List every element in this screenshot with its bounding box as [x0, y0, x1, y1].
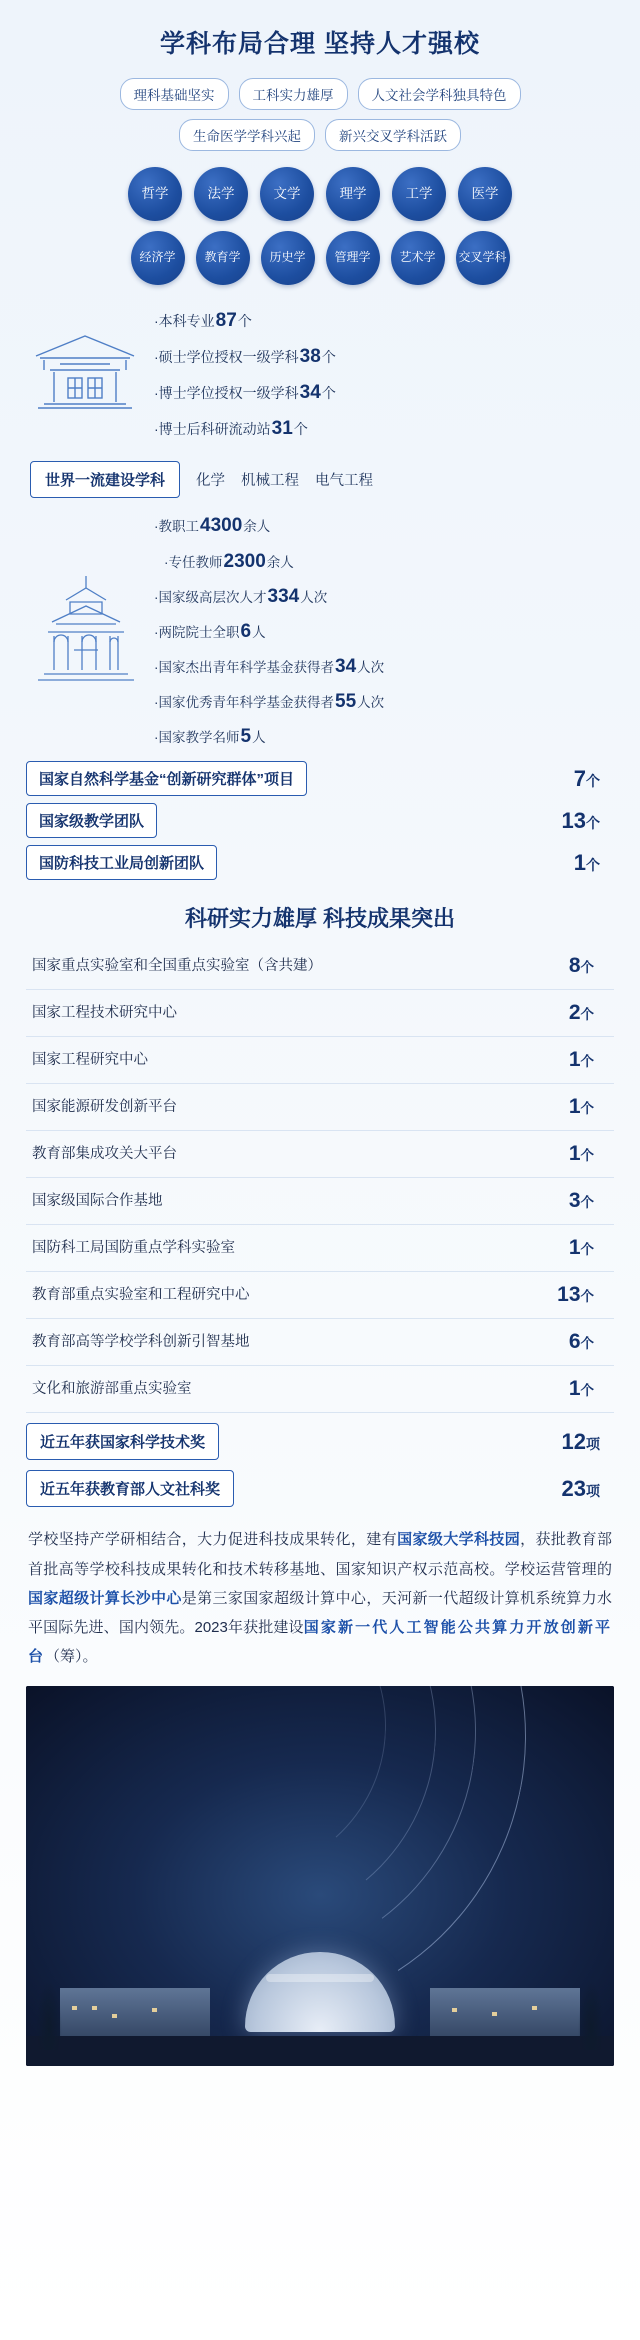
platform-row — [26, 1037, 614, 1084]
award-label: 近五年获教育部人文社科奖 — [26, 1470, 234, 1507]
degree-stats-list — [154, 303, 336, 447]
stat-value: 87 — [215, 310, 237, 331]
platform-row — [26, 1272, 614, 1319]
stat-label: ·教职工 — [154, 519, 199, 535]
stat-label: ·硕士学位授权一级学科 — [154, 349, 299, 366]
stat-unit: 个 — [321, 349, 336, 366]
discipline-row-2 — [26, 231, 614, 285]
discipline-circle: 工学 — [392, 167, 446, 221]
stat-unit: 个 — [293, 421, 308, 438]
value-unit: 个 — [586, 772, 600, 789]
team-banner-row — [26, 803, 614, 838]
value-number: 7 — [573, 765, 586, 791]
platform-value — [569, 954, 610, 978]
stat-label: ·国家级高层次人才 — [154, 589, 267, 605]
platform-value — [569, 1048, 610, 1072]
para-text: 是第三家国家超级计算中心，天河新一代超级计算机系统算力水平国际先进、国内领先。2023年获批建设 — [28, 1589, 612, 1637]
platform-row — [26, 1319, 614, 1366]
teacher-stat-row — [154, 719, 384, 754]
platform-value — [569, 1095, 610, 1119]
team-banner-label: 国防科技工业局创新团队 — [26, 845, 217, 880]
discipline-circle: 理学 — [326, 167, 380, 221]
stat-unit: 余人 — [266, 554, 294, 570]
value-unit: 个 — [580, 1242, 594, 1258]
stat-label: ·本科专业 — [154, 313, 215, 329]
world-class-item: 化学 — [196, 473, 226, 490]
value-number: 2 — [568, 1001, 581, 1025]
discipline-circles — [26, 167, 614, 285]
stat-value: 55 — [335, 691, 357, 713]
value-unit: 项 — [586, 1482, 600, 1499]
value-number: 13 — [561, 807, 586, 833]
award-value — [562, 1476, 614, 1502]
stat-value: 4300 — [200, 515, 243, 537]
value-number: 3 — [568, 1189, 581, 1213]
para-highlight: 国家级大学科技园 — [397, 1531, 521, 1549]
value-number: 23 — [561, 1475, 586, 1501]
gate-building-icon — [30, 330, 140, 421]
teacher-stat-row — [154, 649, 384, 684]
value-unit: 个 — [580, 1007, 594, 1023]
discipline-circle: 文学 — [260, 167, 314, 221]
platform-name: 国家能源研发创新平台 — [32, 1098, 177, 1115]
stat-label: ·博士学位授权一级学科 — [154, 385, 299, 402]
world-class-item: 电气工程 — [315, 473, 374, 490]
team-banner-label: 国家级教学团队 — [26, 803, 157, 838]
value-number: 1 — [568, 1377, 581, 1401]
value-number: 1 — [568, 1142, 581, 1166]
platform-name: 文化和旅游部重点实验室 — [32, 1380, 192, 1397]
discipline-circle: 医学 — [458, 167, 512, 221]
platform-row — [26, 1366, 614, 1413]
award-value — [562, 1429, 614, 1455]
stat-unit: 人 — [252, 624, 266, 640]
value-number: 1 — [568, 1048, 581, 1072]
para-highlight: 国家新一代人工智能公共算力开放创新平台 — [28, 1619, 612, 1666]
platform-name: 教育部集成攻关大平台 — [32, 1145, 177, 1162]
platform-value — [569, 1377, 610, 1401]
value-unit: 个 — [580, 1336, 594, 1352]
tag-row-2 — [26, 119, 614, 151]
teacher-stat-row — [154, 579, 384, 614]
discipline-circle: 交叉学科 — [456, 231, 510, 285]
platform-name: 国家重点实验室和全国重点实验室（含共建） — [32, 957, 322, 974]
platform-name: 国家工程技术研究中心 — [32, 1004, 177, 1021]
para-text: ，获批教育部首批高等学校科技成果转化和技术转移基地、国家知识产权示范高校。学校运营管理的 — [28, 1531, 612, 1578]
stat-label: ·博士后科研流动站 — [154, 421, 271, 438]
award-row — [26, 1470, 614, 1507]
foreground-ground — [26, 2036, 614, 2066]
tag-item: 工科实力雄厚 — [239, 78, 348, 110]
stat-label: ·国家杰出青年科学基金获得者 — [154, 659, 334, 675]
stat-value: 38 — [299, 346, 321, 368]
teacher-stats-list — [154, 508, 384, 754]
value-number: 12 — [561, 1428, 586, 1454]
teacher-stat-row — [154, 614, 384, 649]
team-banner-value — [574, 850, 614, 876]
value-unit: 个 — [580, 1148, 594, 1164]
value-unit: 项 — [586, 1435, 600, 1452]
team-banner-value — [574, 766, 614, 792]
stat-label: ·专任教师 — [164, 554, 223, 570]
stat-unit: 余人 — [243, 519, 271, 535]
para-text: 学校坚持产学研相结合，大力促进科技成果转化，建有 — [28, 1531, 398, 1549]
platform-value — [557, 1283, 610, 1307]
world-class-label: 世界一流建设学科 — [30, 461, 180, 498]
discipline-circle: 教育学 — [196, 231, 250, 285]
discipline-circle: 管理学 — [326, 231, 380, 285]
discipline-row-1 — [26, 167, 614, 221]
value-number: 8 — [568, 954, 581, 978]
value-number: 13 — [557, 1283, 581, 1307]
team-banner-row — [26, 761, 614, 796]
tree-silhouette — [36, 1980, 62, 2050]
platform-row — [26, 990, 614, 1037]
stat-label: ·两院院士全职 — [154, 624, 240, 640]
platform-name: 教育部重点实验室和工程研究中心 — [32, 1286, 250, 1303]
platform-row — [26, 1178, 614, 1225]
stat-value: 31 — [271, 418, 293, 440]
value-number: 1 — [568, 1236, 581, 1260]
platform-name: 国防科工局国防重点学科实验室 — [32, 1239, 235, 1256]
tag-item: 生命医学学科兴起 — [179, 119, 315, 151]
value-number: 6 — [568, 1330, 581, 1354]
value-unit: 个 — [580, 1289, 594, 1305]
discipline-circle: 历史学 — [261, 231, 315, 285]
stat-label: ·国家教学名师 — [154, 730, 240, 746]
discipline-circle: 经济学 — [131, 231, 185, 285]
value-unit: 个 — [580, 1383, 594, 1399]
award-label: 近五年获国家科学技术奖 — [26, 1423, 219, 1460]
platform-row — [26, 1084, 614, 1131]
discipline-circle: 艺术学 — [391, 231, 445, 285]
platform-value — [569, 1236, 610, 1260]
library-building-icon — [30, 570, 142, 693]
world-class-item: 机械工程 — [241, 473, 300, 490]
value-number: 1 — [573, 849, 586, 875]
award-row — [26, 1423, 614, 1460]
teacher-stat-row — [154, 544, 384, 579]
value-unit: 个 — [580, 1195, 594, 1211]
platform-row — [26, 1131, 614, 1178]
team-banner-label: 国家自然科学基金“创新研究群体”项目 — [26, 761, 307, 796]
platform-row — [26, 943, 614, 990]
value-unit: 个 — [580, 1101, 594, 1117]
degree-stat-row — [154, 375, 336, 411]
platform-name: 国家工程研究中心 — [32, 1051, 148, 1068]
research-section-title: 科研实力雄厚 科技成果突出 — [184, 906, 456, 932]
platform-name: 教育部高等学校学科创新引智基地 — [32, 1333, 250, 1350]
team-banner-row — [26, 845, 614, 880]
stat-unit: 人次 — [357, 659, 385, 675]
value-unit: 个 — [580, 960, 594, 976]
value-unit: 个 — [586, 856, 600, 873]
para-text: （筹）。 — [45, 1648, 98, 1666]
teacher-stats-block — [30, 508, 614, 754]
value-number: 1 — [568, 1095, 581, 1119]
world-class-row — [30, 461, 614, 498]
platform-name: 国家级国际合作基地 — [32, 1192, 163, 1209]
platform-row — [26, 1225, 614, 1272]
platform-list — [26, 943, 614, 1413]
discipline-circle: 法学 — [194, 167, 248, 221]
degree-stat-row — [154, 411, 336, 447]
stat-unit: 人次 — [357, 695, 385, 711]
teacher-stat-row — [154, 508, 384, 543]
tree-silhouette — [578, 1980, 604, 2050]
page-title: 学科布局合理 坚持人才强校 — [160, 30, 480, 58]
team-banner-value — [562, 808, 614, 834]
discipline-circle: 哲学 — [128, 167, 182, 221]
stat-value: 5 — [240, 726, 252, 748]
teacher-stat-row — [154, 684, 384, 719]
description-paragraph — [28, 1525, 612, 1671]
tag-row-1 — [26, 78, 614, 110]
degree-stats-block — [30, 303, 614, 447]
stat-unit: 个 — [237, 313, 252, 329]
tag-item: 理科基础坚实 — [120, 78, 229, 110]
value-unit: 个 — [586, 814, 600, 831]
stat-value: 334 — [267, 585, 300, 607]
platform-value — [569, 1330, 610, 1354]
platform-value — [569, 1001, 610, 1025]
degree-stat-row — [154, 339, 336, 375]
para-highlight: 国家超级计算长沙中心 — [28, 1589, 182, 1607]
tag-item: 人文社会学科独具特色 — [358, 78, 521, 110]
stat-value: 2300 — [223, 550, 266, 572]
stat-unit: 人 — [252, 730, 266, 746]
stat-label: ·国家优秀青年科学基金获得者 — [154, 695, 334, 711]
degree-stat-row — [154, 303, 336, 339]
stat-unit: 个 — [321, 385, 336, 402]
campus-night-photo — [26, 1686, 614, 2066]
tag-item: 新兴交叉学科活跃 — [325, 119, 461, 151]
stat-value: 34 — [335, 655, 357, 677]
platform-value — [569, 1142, 610, 1166]
platform-value — [569, 1189, 610, 1213]
stat-value: 34 — [299, 382, 321, 404]
value-unit: 个 — [580, 1054, 594, 1070]
stat-unit: 人次 — [300, 589, 328, 605]
stat-value: 6 — [240, 620, 252, 642]
